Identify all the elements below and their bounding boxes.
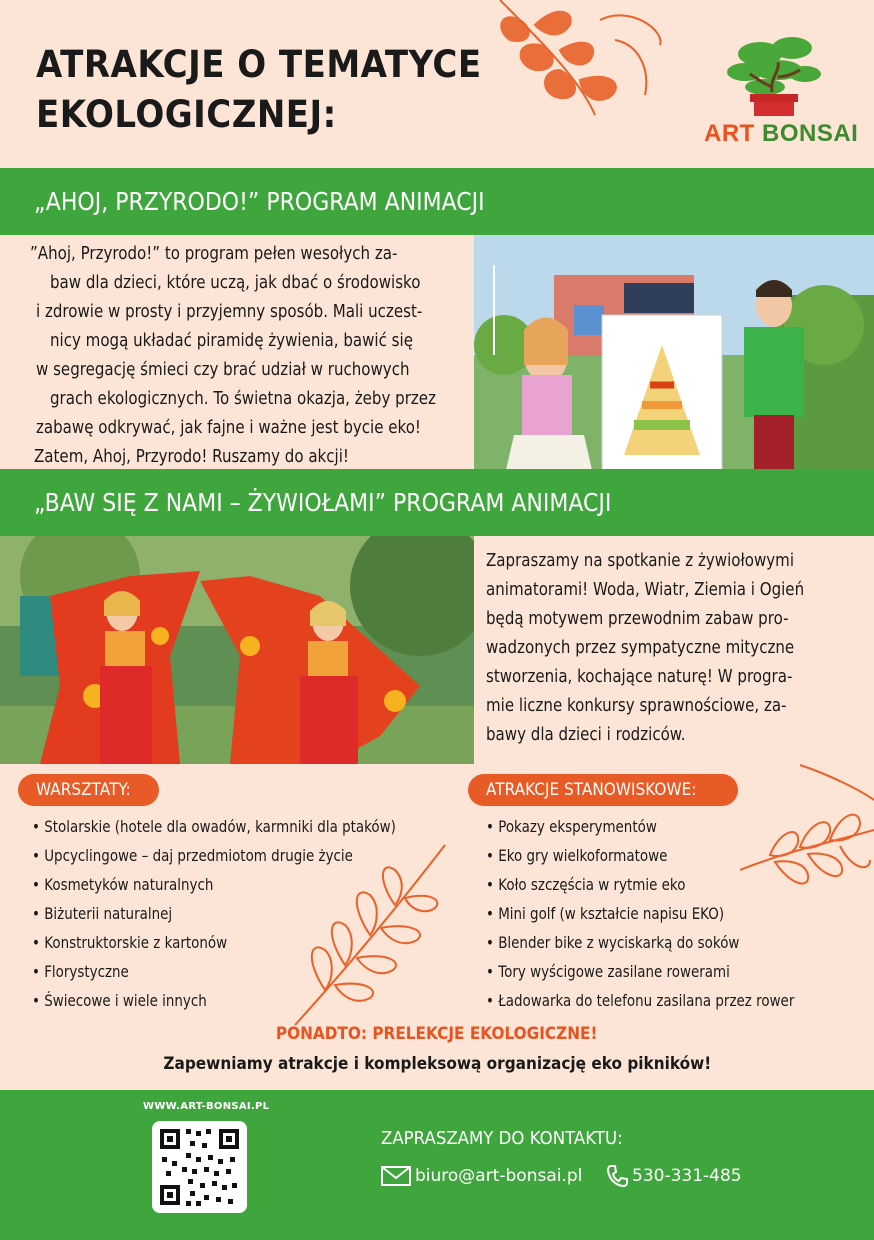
warsztaty-label bbox=[18, 774, 159, 806]
para-line: bawy dla dzieci i rodziców. bbox=[486, 725, 686, 745]
list-item-text: • Eko gry wielkoformatowe bbox=[486, 846, 668, 865]
phone-link[interactable] bbox=[606, 1163, 742, 1189]
logo-text-art: ART bbox=[704, 120, 755, 147]
list-item-text: • Tory wyścigowe zasilane rowerami bbox=[486, 962, 730, 981]
list-item bbox=[486, 928, 853, 957]
section-ahoj-description bbox=[30, 240, 499, 472]
list-item-text: • Konstruktorskie z kartonów bbox=[32, 933, 228, 952]
title-line-2: EKOLOGICZNEJ: bbox=[36, 93, 337, 136]
para-line: w segregację śmieci czy brać udział w ruchowych bbox=[36, 360, 410, 380]
section-heading-zywioly-text: „BAW SIĘ Z NAMI – ŻYWIOŁAMI” PROGRAM ANIMACJI bbox=[34, 488, 612, 517]
para-line: wadzonych przez sympatyczne mityczne bbox=[486, 638, 795, 658]
list-item bbox=[486, 986, 853, 1015]
para-line: mie liczne konkursy sprawnościowe, za- bbox=[486, 696, 787, 716]
leaf-decoration-top-icon bbox=[480, 0, 680, 120]
list-item-text: • Mini golf (w kształcie napisu EKO) bbox=[486, 904, 725, 923]
list-item bbox=[32, 870, 465, 899]
list-item-text: • Pokazy eksperymentów bbox=[486, 817, 657, 836]
list-item bbox=[32, 899, 465, 928]
para-line: nicy mogą układać piramidę żywienia, bawić się bbox=[50, 331, 413, 351]
list-item bbox=[32, 928, 465, 957]
list-item bbox=[32, 957, 465, 986]
contact-heading bbox=[381, 1128, 644, 1149]
list-item-text: • Ładowarka do telefonu zasilana przez rower bbox=[486, 991, 795, 1010]
list-item bbox=[32, 841, 465, 870]
list-item-text: • Kosmetyków naturalnych bbox=[32, 875, 214, 894]
email-link[interactable] bbox=[381, 1163, 582, 1189]
zapewniamy-tagline bbox=[0, 1054, 874, 1074]
stanowiskowe-label-text: ATRAKCJE STANOWISKOWE: bbox=[486, 780, 697, 800]
list-item bbox=[32, 986, 465, 1015]
stanowiskowe-list bbox=[486, 812, 853, 1015]
list-item-text: • Koło szczęścia w rytmie eko bbox=[486, 875, 686, 894]
phone-text: 530-331-485 bbox=[632, 1166, 742, 1186]
list-item bbox=[486, 841, 853, 870]
para-line: grach ekologicznych. To świetna okazja, żeby przez bbox=[50, 389, 436, 409]
list-item-text: • Świecowe i wiele innych bbox=[32, 991, 207, 1010]
page-title bbox=[36, 40, 482, 140]
stanowiskowe-label bbox=[468, 774, 738, 806]
para-line: zabawę odkrywać, jak fajne i ważne jest bycie eko! bbox=[36, 418, 421, 438]
ponadto-text: PONADTO: PRELEKCJE EKOLOGICZNE! bbox=[276, 1024, 598, 1044]
para-line: będą motywem przewodnim zabaw pro- bbox=[486, 609, 789, 629]
zapewniamy-text: Zapewniamy atrakcje i kompleksową organizację eko pikników! bbox=[163, 1054, 711, 1074]
list-item-text: • Blender bike z wyciskarką do soków bbox=[486, 933, 740, 952]
list-item bbox=[486, 957, 853, 986]
list-item bbox=[486, 812, 853, 841]
photo-animators-food-pyramid bbox=[474, 235, 874, 470]
website-link[interactable]: WWW.ART-BONSAI.PL bbox=[143, 1101, 270, 1112]
qr-code-icon bbox=[152, 1121, 247, 1213]
contact-heading-text: ZAPRASZAMY DO KONTAKTU: bbox=[381, 1128, 623, 1149]
title-line-1: ATRAKCJE O TEMATYCE bbox=[36, 43, 482, 86]
phone-icon bbox=[606, 1164, 628, 1188]
para-line: ”Ahoj, Przyrodo!” to program pełen wesołych za- bbox=[30, 244, 398, 264]
section-zywioly-description bbox=[486, 547, 856, 750]
section-heading-zywioly bbox=[0, 469, 874, 536]
warsztaty-label-text: WARSZTATY: bbox=[36, 780, 131, 800]
list-item bbox=[486, 899, 853, 928]
logo-text-bonsai: BONSAI bbox=[762, 120, 859, 147]
brand-logo-text bbox=[704, 120, 858, 148]
para-line: animatorami! Woda, Wiatr, Ziemia i Ogień bbox=[486, 580, 805, 600]
para-line: baw dla dzieci, które uczą, jak dbać o środowisko bbox=[50, 273, 421, 293]
photo-animators-fire-costumes bbox=[0, 536, 474, 764]
para-line: Zatem, Ahoj, Przyrodo! Ruszamy do akcji! bbox=[34, 447, 349, 467]
list-item bbox=[32, 812, 465, 841]
envelope-icon bbox=[381, 1166, 411, 1186]
list-item-text: • Upcyclingowe – daj przedmiotom drugie życie bbox=[32, 846, 353, 865]
ponadto-prelekcje bbox=[0, 1024, 874, 1044]
para-line: Zapraszamy na spotkanie z żywiołowymi bbox=[486, 551, 795, 571]
para-line: stworzenia, kochające naturę! W progra- bbox=[486, 667, 793, 687]
list-item-text: • Stolarskie (hotele dla owadów, karmniki dla ptaków) bbox=[32, 817, 396, 836]
email-text: biuro@art-bonsai.pl bbox=[415, 1166, 583, 1186]
para-line: i zdrowie w prosty i przyjemny sposób. Mali uczest- bbox=[36, 302, 423, 322]
list-item-text: • Florystyczne bbox=[32, 962, 129, 981]
list-item-text: • Biżuterii naturalnej bbox=[32, 904, 173, 923]
section-heading-ahoj bbox=[0, 168, 874, 235]
section-heading-ahoj-text: „AHOJ, PRZYRODO!” PROGRAM ANIMACJI bbox=[34, 187, 485, 216]
warsztaty-list bbox=[32, 812, 465, 1015]
list-item bbox=[486, 870, 853, 899]
